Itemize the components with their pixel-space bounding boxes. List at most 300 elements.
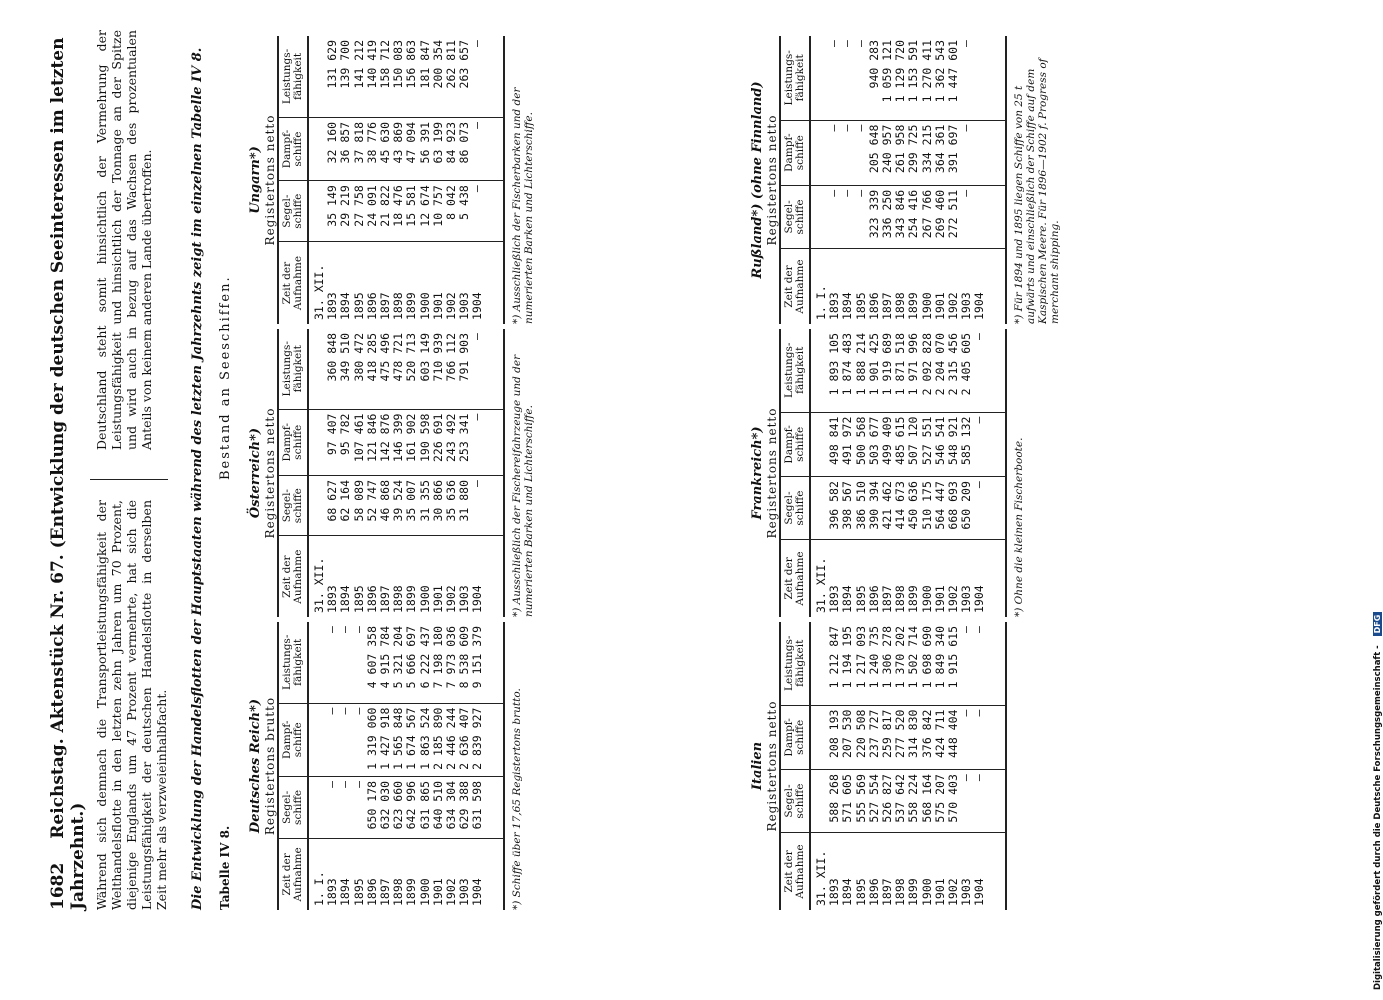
empty-cell [308,776,326,838]
column-header-segel: Segel-schiffe [780,477,810,540]
steam-ships-cell: 146 399 [392,409,405,475]
capacity-cell: 262 811 [445,36,458,117]
year-cell: 1901 [430,292,445,320]
steam-ships-cell: 63 199 [432,117,445,180]
steam-ships-cell: 2 185 890 [432,703,445,776]
record-date: 31. XII. [814,850,828,906]
capacity-cell: 1 698 690 [921,622,934,705]
year-cell: 1898 [893,585,908,613]
sailing-ships-cell: 558 224 [907,770,920,833]
year-cell: 1896 [364,585,379,613]
table-row [339,36,352,324]
column-header-zeit: Zeit der Aufnahme [278,242,308,324]
table-row [841,622,854,910]
steam-ships-cell [973,120,986,185]
capacity-cell: 766 112 [445,329,458,409]
sailing-ships-cell: 267 766 [921,185,934,248]
steam-ships-cell: — [471,117,484,180]
spacer-cell [485,329,504,409]
page-title: Reichstag. Aktenstück Nr. 67. (Entwicklung der deutschen Seeinteressen im letzten Jahrzehnt.) [48,37,88,910]
steam-ships-cell: 97 407 [326,409,339,475]
year-cell: 1901 [430,585,445,613]
spacer-cell [987,477,1006,540]
year-cell: 1897 [378,585,393,613]
column-header-zeit: Zeit der Aufnahme [278,536,308,617]
column-header-leistung: Leistungs-fähigkeit [780,622,810,705]
steam-ships-cell: 499 409 [881,412,894,477]
capacity-cell: 1 915 615 [947,622,960,705]
sailing-ships-cell: 537 642 [894,770,907,833]
year-cell: 1899 [906,878,921,906]
table-footnote: *) Ausschließlich der Fischereifahrzeuge und der numerierten Barken und Lichterschiffe. [510,354,535,617]
steam-ships-cell: 364 361 [934,120,947,185]
year-cell: 1900 [417,878,432,906]
credit-text: Digitalisierung gefördert durch die Deutsche Forschungsgemeinschaft - [1373,645,1383,990]
empty-cell [308,409,326,475]
sailing-ships-cell: 527 554 [868,770,881,833]
capacity-cell: 2 092 828 [921,329,934,412]
sailing-ships-cell: 12 674 [419,181,432,242]
capacity-cell: 5 321 204 [392,622,405,703]
sailing-ships-cell: 15 581 [405,181,418,242]
year-cell: 1902 [946,292,961,320]
year-cell: 1898 [893,292,908,320]
capacity-cell: — [353,622,366,703]
steam-ships-cell: 585 132 [960,412,973,477]
steam-ships-cell: 1 319 060 [366,703,379,776]
steam-ships-cell: — [960,120,973,185]
steam-ships-cell: 161 902 [405,409,418,475]
spacer-cell [485,36,504,117]
column-header-leistung: Leistungs-fähigkeit [278,36,308,117]
table-footnote: *) Ohne die kleinen Fischerboote. [1012,437,1025,617]
steam-ships-cell: 253 341 [458,409,471,475]
column-header-segel: Segel-schiffe [278,181,308,242]
table-row [405,329,418,617]
year-cell: 1894 [338,878,353,906]
data-table [277,622,505,910]
sailing-ships-cell: 35 007 [405,476,418,536]
steam-ships-cell: 36 857 [339,117,352,180]
spacer-cell [987,705,1006,770]
sailing-ships-cell: 323 339 [868,185,881,248]
section-subtitle: Die Entwicklung der Handelsflotten der Hauptstaaten während des letzten Jahrzehnts zeigt im einzelnen Tabelle IV 8. [190,47,205,910]
capacity-cell: 1 194 195 [841,622,854,705]
sailing-ships-cell: — [828,185,841,248]
sailing-ships-cell: — [960,185,973,248]
capacity-cell: 139 700 [339,36,352,117]
sailing-ships-cell: 414 673 [894,477,907,540]
table-row [960,622,973,910]
steam-ships-cell: 498 841 [828,412,841,477]
spacer-cell [485,476,504,536]
unit-label: Registertons netto [765,407,779,539]
sailing-ships-cell: 450 636 [907,477,920,540]
empty-cell [810,622,828,705]
sailing-ships-cell: 650 178 [366,776,379,838]
year-cell: 1894 [840,878,855,906]
steam-ships-cell: 277 520 [894,705,907,770]
sailing-ships-cell: — [353,776,366,838]
record-date: 31. XII. [312,557,326,613]
sailing-ships-cell: — [973,477,986,540]
year-cell: 1893 [827,292,842,320]
table-row [353,622,366,910]
year-cell: 1893 [325,585,340,613]
column-divider [90,479,168,480]
capacity-cell: 1 217 093 [855,622,868,705]
capacity-cell: 200 354 [432,36,445,117]
column-header-zeit: Zeit der Aufnahme [780,539,810,617]
capacity-cell: 150 083 [392,36,405,117]
empty-cell [308,476,326,536]
spacer-cell [987,36,1006,120]
country-name: Rußland*) (ohne Finnland) [750,81,765,279]
table-row [419,622,432,910]
steam-ships-cell: — [326,703,339,776]
country-heading [750,36,779,324]
rotated-content [40,20,1340,920]
table-footnote: *) Ausschließlich der Fischerbarken und der numerierten Barken und Lichterschiffe. [510,87,535,324]
capacity-cell: — [471,36,484,117]
column-header-leistung: Leistungs-fähigkeit [278,329,308,409]
capacity-cell: 156 863 [405,36,418,117]
column-header-segel: Segel-schiffe [780,185,810,248]
capacity-cell: 349 510 [339,329,352,409]
country-table-block [750,36,1061,324]
table-row [907,622,920,910]
year-cell: 1903 [457,878,472,906]
capacity-cell: 1 447 601 [947,36,960,120]
year-cell: 1896 [866,878,881,906]
sailing-ships-cell: 634 304 [445,776,458,838]
steam-ships-cell: 86 073 [458,117,471,180]
table-row [419,36,432,324]
capacity-cell: 2 315 456 [947,329,960,412]
sailing-ships-cell: 35 636 [445,476,458,536]
capacity-cell: 418 285 [366,329,379,409]
year-cell: 1895 [853,878,868,906]
unit-label: Registertons netto [263,407,277,539]
sailing-ships-cell: — [855,185,868,248]
empty-cell [308,329,326,409]
steam-ships-cell: 226 691 [432,409,445,475]
steam-ships-cell: 95 782 [339,409,352,475]
capacity-cell: 1 871 518 [894,329,907,412]
steam-ships-cell: 491 972 [841,412,854,477]
table-row [947,36,960,324]
column-header-leistung: Leistungs-fähigkeit [278,622,308,703]
country-table-block [750,329,1025,617]
year-cell: 1895 [351,292,366,320]
steam-ships-cell: 314 830 [907,705,920,770]
capacity-cell: — [973,622,986,705]
table-row [947,622,960,910]
sailing-ships-cell: 631 865 [419,776,432,838]
year-cell: 1904 [972,292,987,320]
country-heading [248,36,277,324]
table-row [326,622,339,910]
page-header [48,30,88,910]
steam-ships-cell: 107 461 [353,409,366,475]
steam-ships-cell: 527 551 [921,412,934,477]
year-cell: 1903 [959,878,974,906]
steam-ships-cell: 2 636 407 [458,703,471,776]
dfg-logo: DFG [1373,612,1382,637]
sailing-ships-cell: — [471,476,484,536]
year-cell: 1895 [351,585,366,613]
table-row [973,622,986,910]
year-cell: 1896 [364,292,379,320]
steam-ships-cell: — [353,703,366,776]
steam-ships-cell: 142 876 [379,409,392,475]
data-table [779,329,1007,617]
capacity-cell: — [960,622,973,705]
spacer-cell [987,622,1006,705]
country-name: Italien [750,741,765,791]
spacer-cell [987,120,1006,185]
year-cell: 1897 [880,292,895,320]
year-cell: 1901 [932,292,947,320]
capacity-cell: 1 888 214 [855,329,868,412]
sailing-ships-cell: 632 030 [379,776,392,838]
year-cell: 1904 [972,878,987,906]
sailing-ships-cell: 588 268 [828,770,841,833]
steam-ships-cell: — [828,120,841,185]
steam-ships-cell: 1 565 848 [392,703,405,776]
column-header-dampf: Dampf-schiffe [780,412,810,477]
empty-cell [308,622,326,703]
steam-ships-cell: 1 427 918 [379,703,392,776]
intro-right-paragraph: Deutschland steht somit hinsichtlich der Vermehrung der Leistungsfähigkeit und hinsichtlich der Tonnage an der Spitze und wird auch in bezug auf das Wachsen des prozentualen Anteils von keinem anderen Lande übertroffen. [94,30,154,450]
country-name: Frankreich*) [750,426,765,520]
sailing-ships-cell: 39 524 [392,476,405,536]
year-cell: 1899 [906,585,921,613]
table-row [907,329,920,617]
sailing-ships-cell: 510 175 [921,477,934,540]
steam-ships-cell: — [973,705,986,770]
column-header-leistung: Leistungs-fähigkeit [780,329,810,412]
table-row [921,329,934,617]
spacer-cell [485,117,504,180]
steam-ships-cell: — [973,412,986,477]
spacer-cell [987,770,1006,833]
year-cell: 1898 [391,878,406,906]
country-table-block [750,622,1013,910]
steam-ships-cell: 243 492 [445,409,458,475]
steam-ships-cell: 190 598 [419,409,432,475]
table-row [973,36,986,324]
sailing-ships-cell: 31 880 [458,476,471,536]
capacity-cell: 181 847 [419,36,432,117]
year-cell: 1904 [470,292,485,320]
steam-ships-cell: 240 957 [881,120,894,185]
steam-ships-cell: 121 846 [366,409,379,475]
record-date: 1. I. [312,871,326,906]
steam-ships-cell: 259 817 [881,705,894,770]
column-header-zeit: Zeit der Aufnahme [780,832,810,910]
capacity-cell: — [828,36,841,120]
sailing-ships-cell: 390 394 [868,477,881,540]
capacity-cell: 7 198 180 [432,622,445,703]
capacity-cell: 940 283 [868,36,881,120]
year-cell: 1904 [470,878,485,906]
page-number: 1682 [48,862,68,910]
steam-ships-cell: 207 530 [841,705,854,770]
empty-cell [810,477,828,540]
table-row [907,36,920,324]
year-cell: 1894 [840,585,855,613]
sailing-ships-cell: 526 827 [881,770,894,833]
spacer-cell [485,776,504,838]
steam-ships-cell: 2 839 927 [471,703,484,776]
steam-ships-cell: 1 863 524 [419,703,432,776]
table-row [960,329,973,617]
table-caption: Bestand an Seeschiffen. [218,275,233,480]
year-cell: 1895 [853,585,868,613]
sailing-ships-cell: — [339,776,352,838]
steam-ships-cell: 503 677 [868,412,881,477]
steam-ships-cell: 376 842 [921,705,934,770]
capacity-cell: 1 362 543 [934,36,947,120]
empty-cell [810,412,828,477]
year-cell: 1896 [364,878,379,906]
capacity-cell: 1 874 483 [841,329,854,412]
capacity-cell: 1 919 689 [881,329,894,412]
data-table [779,622,1007,910]
year-cell: 1899 [906,292,921,320]
data-table [779,36,1007,324]
table-row [828,36,841,324]
sailing-ships-cell: 668 693 [947,477,960,540]
steam-ships-cell: 299 725 [907,120,920,185]
table-row [458,329,471,617]
sailing-ships-cell: 398 567 [841,477,854,540]
year-cell: 1904 [972,585,987,613]
sailing-ships-cell: 62 164 [339,476,352,536]
year-cell: 1895 [853,292,868,320]
steam-ships-cell: 208 193 [828,705,841,770]
table-label: Tabelle IV 8. [218,825,232,910]
table-row [339,622,352,910]
year-cell: 1899 [404,292,419,320]
year-cell: 1903 [959,585,974,613]
country-table-block [248,36,535,324]
year-cell: 1903 [457,292,472,320]
steam-ships-cell: 237 727 [868,705,881,770]
steam-ships-cell: 38 776 [366,117,379,180]
year-cell: 1897 [880,878,895,906]
capacity-cell: 520 713 [405,329,418,409]
sailing-ships-cell: — [326,776,339,838]
country-table-block [248,622,523,910]
steam-ships-cell: 500 568 [855,412,868,477]
record-date: 31. XII. [312,264,326,320]
column-header-segel: Segel-schiffe [780,770,810,833]
capacity-cell: 475 496 [379,329,392,409]
unit-label: Registertons netto [765,114,779,246]
capacity-cell: 1 240 735 [868,622,881,705]
country-heading [750,622,779,910]
capacity-cell: — [471,329,484,409]
country-heading [248,329,277,617]
capacity-cell: — [326,622,339,703]
unit-label: Registertons netto [263,114,277,246]
capacity-cell: — [973,329,986,412]
capacity-cell: — [960,36,973,120]
empty-cell [308,703,326,776]
capacity-cell: 131 629 [326,36,339,117]
sailing-ships-cell: 623 660 [392,776,405,838]
table-row [921,36,934,324]
year-cell: 1893 [325,292,340,320]
year-cell: 1896 [866,292,881,320]
table-row [405,622,418,910]
column-header-dampf: Dampf-schiffe [780,705,810,770]
year-cell: 1901 [932,878,947,906]
sailing-ships-cell: 555 569 [855,770,868,833]
year-cell: 1894 [338,585,353,613]
column-header-zeit: Zeit der Aufnahme [780,249,810,324]
sailing-ships-cell: 18 476 [392,181,405,242]
capacity-cell: 1 059 121 [881,36,894,120]
year-cell: 1900 [919,878,934,906]
year-cell: 1898 [893,878,908,906]
empty-cell [810,770,828,833]
table-row [841,36,854,324]
capacity-cell: 4 607 358 [366,622,379,703]
capacity-cell: 1 129 720 [894,36,907,120]
capacity-cell: 1 370 202 [894,622,907,705]
year-cell: 1897 [378,292,393,320]
capacity-cell: 1 502 714 [907,622,920,705]
spacer-cell [987,185,1006,248]
empty-cell [308,181,326,242]
capacity-cell: 791 903 [458,329,471,409]
sailing-ships-cell: 5 438 [458,181,471,242]
sailing-ships-cell: 21 822 [379,181,392,242]
spacer-cell [485,536,504,617]
year-cell: 1899 [404,585,419,613]
sailing-ships-cell: 24 091 [366,181,379,242]
capacity-cell: 380 472 [353,329,366,409]
capacity-cell [973,36,986,120]
steam-ships-cell: 84 923 [445,117,458,180]
capacity-cell: — [855,36,868,120]
steam-ships-cell: 2 446 244 [445,703,458,776]
year-cell: 1897 [880,585,895,613]
column-header-segel: Segel-schiffe [278,776,308,838]
capacity-cell: 1 901 425 [868,329,881,412]
year-cell: 1900 [417,292,432,320]
sailing-ships-cell: 31 355 [419,476,432,536]
capacity-cell: 2 204 070 [934,329,947,412]
year-cell: 1893 [325,878,340,906]
capacity-cell: 1 893 105 [828,329,841,412]
sailing-ships-cell: 629 388 [458,776,471,838]
spacer-cell [485,181,504,242]
column-header-segel: Segel-schiffe [278,476,308,536]
sailing-ships-cell [973,185,986,248]
sailing-ships-cell: 269 460 [934,185,947,248]
year-cell: 1903 [959,292,974,320]
sailing-ships-cell: 570 403 [947,770,960,833]
capacity-cell: 2 405 605 [960,329,973,412]
year-cell: 1903 [457,585,472,613]
table-row [353,329,366,617]
steam-ships-cell: — [471,409,484,475]
steam-ships-cell: 548 921 [947,412,960,477]
